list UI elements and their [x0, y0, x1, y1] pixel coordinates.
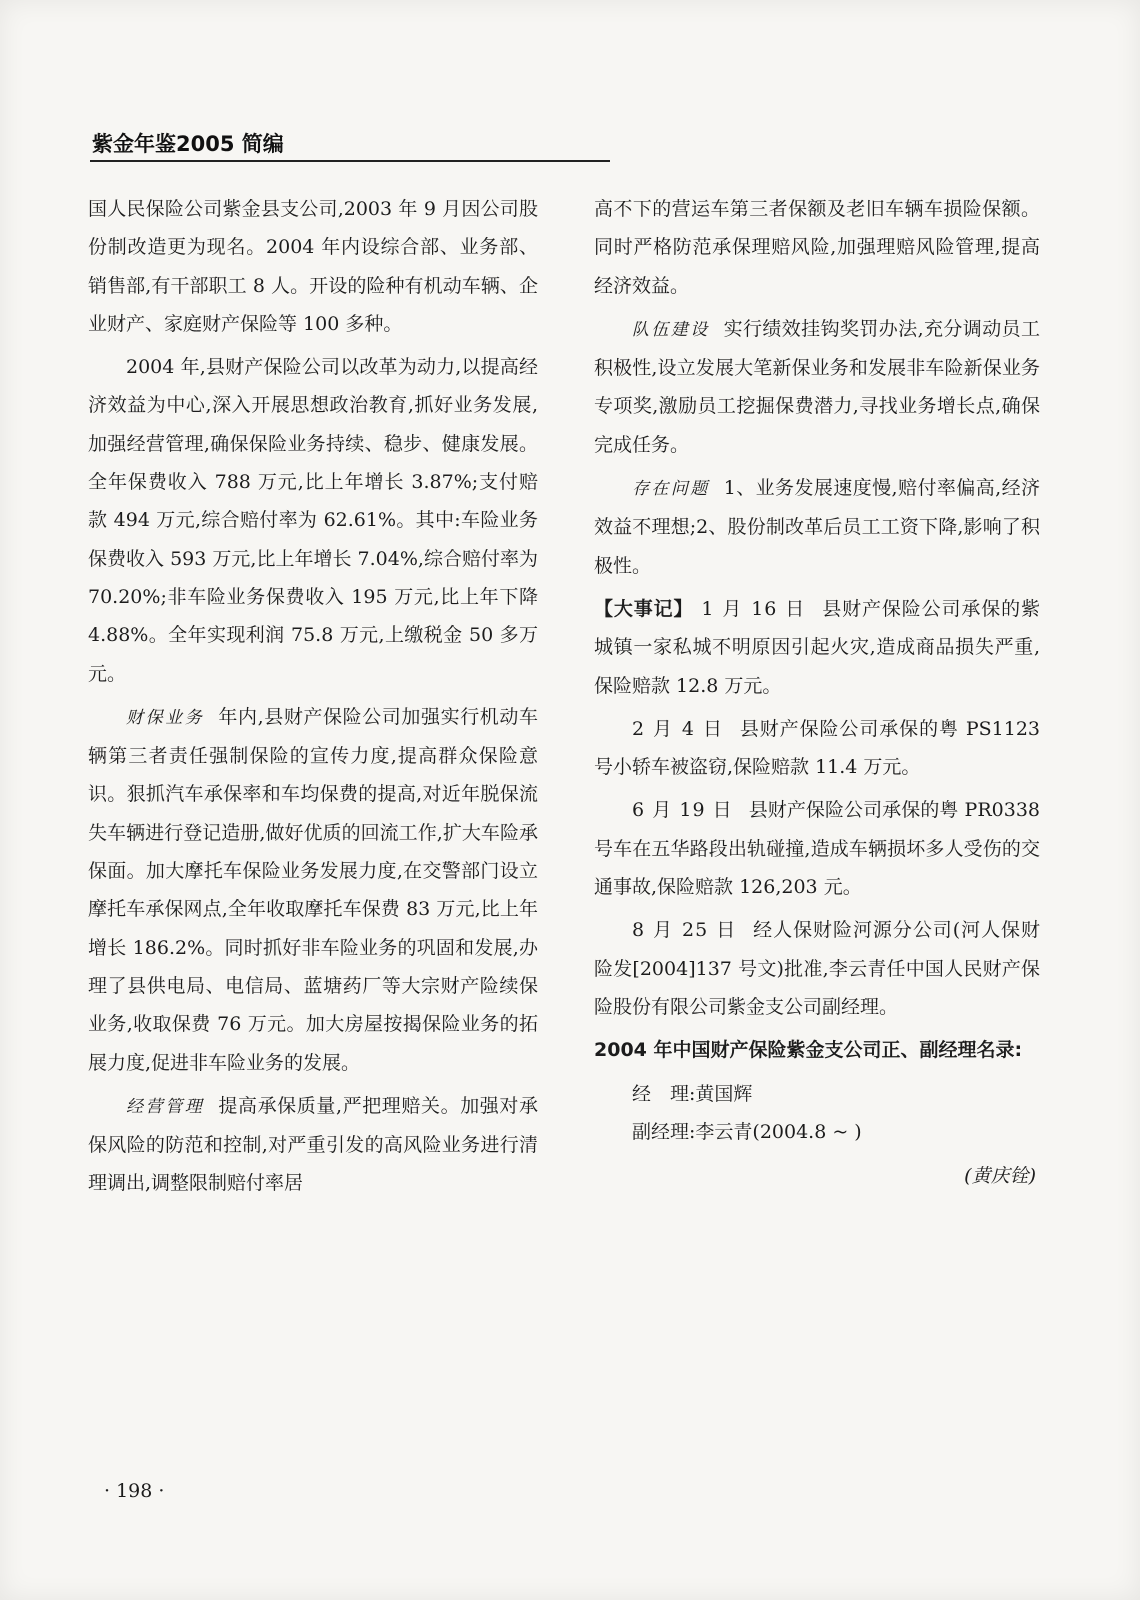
section-heading: 存在问题 [632, 479, 710, 500]
event-date: 1 月 16 日 [701, 597, 807, 620]
events-tag: 【大事记】 [594, 597, 694, 620]
section-heading: 队伍建设 [632, 319, 710, 340]
paragraph-text: 1、业务发展速度慢,赔付率偏高,经济效益不理想;2、股份制改革后员工工资下降,影响了积极性。 [594, 477, 1041, 577]
event-entry [594, 590, 1040, 705]
paragraph-text: 提高承保质量,严把理赔关。加强对承保风险的防范和控制,对严重引发的高风险业务进行清理调出,调整限制赔付率居 [88, 1094, 538, 1195]
event-date: 6 月 19 日 [632, 799, 733, 822]
roster-title: 2004 年中国财产保险紫金支公司正、副经理名录: [594, 1039, 1023, 1062]
paragraph [594, 469, 1040, 585]
left-column [88, 190, 538, 1203]
paragraph-text: 年内,县财产保险公司加强实行机动车辆第三者责任强制保险的宣传力度,提高群众保险意识。狠抓汽车承保率和车均保费的提高,对近年脱保流失车辆进行登记造册,做好优质的回流工作,扩大车险承保面。加大摩托车保险业务发展力度,在交警部门设立摩托车承保网点,全年收取摩托车保费 83 万元,比上年增长 186.2%。同时抓好非车险业务的巩固和发展,办理了县供电局、电信局、蓝塘药厂等大宗财产险续保业务,收取保费 76 万元。加大房屋按揭保险业务的拓展力度,促进非车险业务的发展。 [88, 705, 538, 1074]
event-text: 县财产保险公司承保的粤 PR0338 号车在五华路段出轨碰撞,造成车辆损坏多人受伤的交通事故,保险赔款 126,203 元。 [594, 799, 1040, 899]
page-number: · 198 · [104, 1480, 165, 1502]
paragraph [88, 1087, 538, 1203]
paragraph [88, 698, 538, 1082]
paragraph-text: 实行绩效挂钩奖罚办法,充分调动员工积极性,设立发展大笔新保业务和发展非车险新保业务专项奖,激励员工挖掘保费潜力,寻找业务增长点,确保完成任务。 [594, 317, 1040, 456]
section-heading: 财保业务 [126, 707, 205, 728]
paragraph: 国人民保险公司紫金县支公司,2003 年 9 月因公司股份制改造更为现名。2004 年内设综合部、业务部、销售部,有干部职工 8 人。开设的险种有机动车辆、企业财产、家庭财产保险等 100 多种。 [88, 198, 538, 335]
right-column [594, 190, 1040, 1195]
paragraph: 高不下的营运车第三者保额及老旧车辆车损险保额。同时严格防范承保理赔风险,加强理赔风险管理,提高经济效益。 [594, 198, 1040, 297]
section-heading: 经营管理 [126, 1096, 205, 1117]
running-title: 紫金年鉴2005 简编 [92, 132, 284, 156]
event-entry [594, 911, 1040, 1026]
event-entry [594, 791, 1040, 906]
event-entry [594, 710, 1040, 787]
paragraph: 2004 年,县财产保险公司以改革为动力,以提高经济效益为中心,深入开展思想政治教育,抓好业务发展,加强经营管理,确保保险业务持续、稳步、健康发展。全年保费收入 788 万元,比上年增长 3.87%;支付赔款 494 万元,综合赔付率为 62.61%。其中:车险业务保费收入 593 万元,比上年增长 7.04%,综合赔付率为70.20%;非车险业务保费收入 195 万元,比上年下降 4.88%。全年实现利润 75.8 万元,上缴税金 50 多万元。 [88, 356, 538, 685]
event-date: 8 月 25 日 [632, 919, 738, 942]
event-date: 2 月 4 日 [632, 717, 724, 740]
event-text: 经人保财险河源分公司(河人保财险发[2004]137 号文)批准,李云青任中国人民财产保险股份有限公司紫金支公司副经理。 [594, 919, 1040, 1018]
event-text: 县财产保险公司承保的紫城镇一家私城不明原因引起火灾,造成商品损失严重,保险赔款 12.8 万元。 [594, 597, 1040, 697]
header-rule [90, 160, 610, 162]
author-credit: (黄庆铨) [964, 1165, 1036, 1188]
paragraph [594, 310, 1040, 464]
roster-manager: 经 理:黄国辉 [632, 1082, 753, 1105]
roster-deputy: 副经理:李云青(2004.8 ~ ) [632, 1120, 862, 1143]
event-text: 县财产保险公司承保的粤 PS1123 号小轿车被盗窃,保险赔款 11.4 万元。 [594, 717, 1040, 779]
